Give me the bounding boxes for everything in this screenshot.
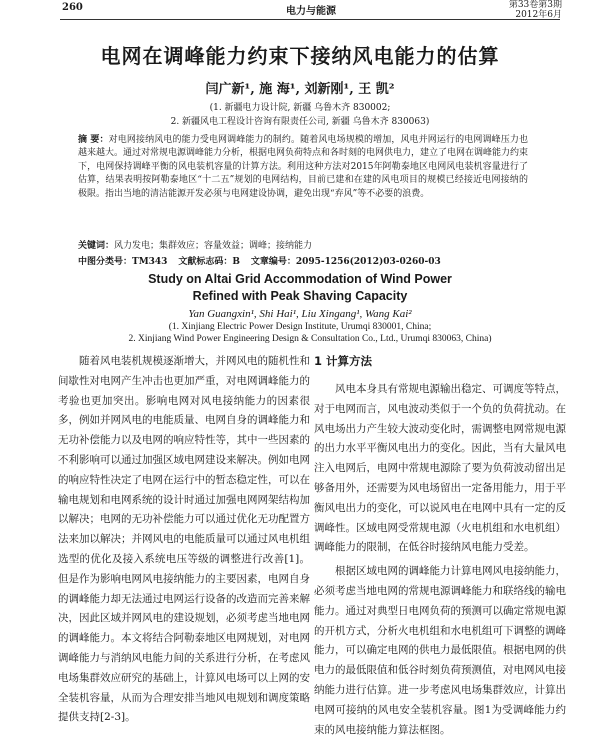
page-number: 260 <box>62 2 83 13</box>
keywords-text: 风力发电；集群效应；容量效益；调峰；接纳能力 <box>114 241 313 251</box>
affiliation-1: (1. 新疆电力设计院, 新疆 乌鲁木齐 830002; <box>209 103 391 113</box>
abstract-text: 对电网接纳风电的能力受电网调峰能力的制约。随着风电场规模的增加，风电并网运行的电网调峰压力也越来越大。通过对常规电源调峰能力分析，根据电网负荷特点和各时刻的电网供电力，建立了电网在调峰能力约束下，电网保持调峰平衡的风电装机容量的计算方法。利用这种方法对2015年阿勒泰地区电网风电装机容量进行了估算，结果表明按阿勒泰地区“十二五”规划的电网结构，目前已建和在建的风电项目的规模已经接近电网接纳的极限。指出当地的清洁能源开发必须与电网建设协调，避免出现“弃风”等不必要的浪费。 <box>78 135 529 199</box>
doc-code: 文献标志码：B <box>178 257 240 267</box>
abstract-label: 摘 要： <box>78 135 109 145</box>
english-title-line-2: Refined with Peak Shaving Capacity <box>192 289 408 303</box>
article-id: 文章编号：2095-1256(2012)03-0260-03 <box>250 257 441 267</box>
english-title-line-1: Study on Altai Grid Accommodation of Wind Power <box>148 272 452 286</box>
body-left-column <box>58 352 310 728</box>
method-paragraph-1: 风电本身具有常规电源输出稳定、可调度等特点，对于电网而言，风电波动类似于一个负的负荷扰动。在风电场出力产生较大波动变化时，需调整电网常规电源的出力水平平衡风电出力的变化。因此，当有大量风电注入电网后，电网中常规电源除了要为负荷波动留出足够备用外，还需要为风电场留出一定备用能力，用于平衡风电出力的变化，可以说风电在电网中具有一定的反调峰性。区域电网受常规电源（火电机组和水电机组）调峰能力的限制，在低谷时接纳风电能力受差。 <box>314 383 566 554</box>
section-heading: 1 计算方法 <box>314 354 373 368</box>
authors: 闫广新¹, 施 海¹, 刘新刚¹, 王 凯² <box>205 82 395 97</box>
affiliation-2: 2. 新疆风电工程设计咨询有限责任公司, 新疆 乌鲁木齐 830063) <box>170 117 430 127</box>
abstract <box>78 134 528 201</box>
method-paragraph-2: 根据区域电网的调峰能力计算电网风电接纳能力，必须考虑当地电网的常规电源调峰能力和联络线的输电能力。通过对典型日电网负荷的预测可以确定常规电源的开机方式，分析火电机组和水电机组可下调整的调峰能力，可以确定电网的供电力最低限值。根据电网的供电力的最低限值和低谷时刻负荷预测值，对电网风电接纳能力进行估算。进一步考虑风电场集群效应，计算出电网可接纳的风电安全装机容量。图1为受调峰能力约束的风电接纳能力算法框图。 <box>314 565 566 736</box>
header-rule <box>60 19 560 20</box>
keywords-label: 关键词： <box>78 241 115 251</box>
journal-name: 电力与能源 <box>286 6 336 17</box>
english-affiliation-1: (1. Xinjiang Electric Power Design Institute, Urumqi 830001, China; <box>168 322 432 332</box>
clc-number: 中图分类号：TM343 <box>78 257 168 267</box>
issue-info <box>509 0 562 20</box>
keywords <box>78 240 528 253</box>
date-label: 2012年6月 <box>515 10 562 20</box>
article-meta <box>78 254 538 267</box>
volume-label: 第33卷第3期 <box>508 0 562 10</box>
intro-paragraph: 随着风电装机规模逐渐增大，并网风电的随机性和间歇性对电网产生冲击也更加严重，对电网调峰能力的考验也更加突出。影响电网对风电接纳能力的因素很多，例如并网风电的电能质量、电网自身的调峰能力和无功补偿能力以及电网的响应特性等，其中一些因素的不利影响可以通过加强区域电网建设来解决。例如电网的响应特性决定了电网在运行中的暂态稳定性，可以在输电规划和电网系统的设计时通过加强电网网架结构加以解决；电网的无功补偿能力可以通过优化无功配置方法来加以解决；并网风电的电能质量可以通过风电机组选型的优化及接入系统电压等级的调整进行改善[1]。但是作为影响电网风电接纳能力的主要因素，电网自身的调峰能力却无法通过电网运行设备的改造而完善来解决，因此区域并网风电的建设规划，必须考虑当地电网的调峰能力。本文将结合阿勒泰地区电网规划，对电网调峰能力与消纳风电能力间的关系进行分析，在考虑风电场集群效应研究的基础上，计算风电场可以上网的安全装机容量，从而为合理安排当地风电规划和调度策略提供支持[2-3]。 <box>58 355 310 724</box>
body-right-column <box>314 352 566 740</box>
english-authors: Yan Guangxin¹, Shi Hai¹, Liu Xingang¹, Wang Kai² <box>188 308 412 320</box>
english-affiliation-2: 2. Xinjiang Wind Power Engineering Design & Consultation Co., Ltd., Urumqi 830063, China) <box>128 334 492 344</box>
paper-title: 电网在调峰能力约束下接纳风电能力的估算 <box>100 44 500 68</box>
